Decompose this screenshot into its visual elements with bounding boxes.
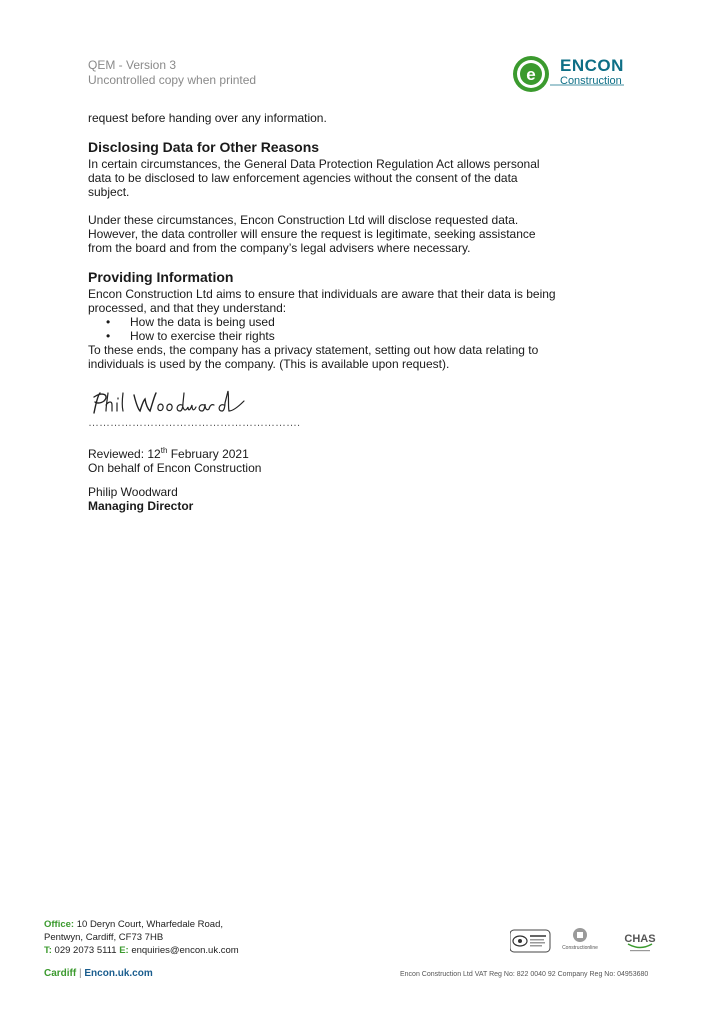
signature-line: ………………………………………………….: [88, 417, 301, 429]
signatory-block: [88, 485, 193, 513]
continuation-text: request before handing over any information.: [88, 111, 327, 125]
document-body: [88, 111, 558, 371]
brand-name: ENCON: [560, 56, 624, 75]
footer-city-web: Cardiff | Encon.uk.com: [44, 968, 153, 979]
chas-label: CHAS: [624, 933, 656, 945]
version-label: QEM - Version 3: [88, 58, 177, 72]
footer-address: [44, 918, 239, 957]
on-behalf-text: On behalf of Encon Construction: [88, 461, 262, 475]
constructionline-label: Constructionline: [562, 945, 598, 951]
brand-subtitle: Construction: [560, 75, 622, 87]
section1-paragraph-2: Under these circumstances, Encon Construction Ltd will disclose requested data. However, the data controller will ensure the request is legitimate, seeking assistance from the board and from the company’s legal advisers where necessary.: [88, 213, 536, 255]
office-line-1: Office: 10 Deryn Court, Wharfedale Road,: [44, 919, 223, 930]
section2-closing: To these ends, the company has a privacy statement, setting out how data relating to individuals is used by the company. (This is available upon request).: [88, 343, 539, 371]
review-date: Reviewed: 12th February 2021: [88, 446, 249, 461]
chas-icon: [624, 933, 655, 951]
section1-paragraph-1: In certain circumstances, the General Data Protection Regulation Act allows personal data to be disclosed to law enforcement agencies without the consent of the data subject.: [88, 157, 540, 199]
review-block: [88, 444, 261, 475]
company-legal-info: Encon Construction Ltd VAT Reg No: 822 0040 92 Company Reg No: 04953680: [400, 971, 649, 978]
list-item: • How to exercise their rights: [88, 329, 558, 343]
document-header: [88, 58, 256, 88]
footer-website: Encon.uk.com: [84, 968, 153, 979]
bsi-cert-icon: [510, 930, 550, 952]
signatory-title: Managing Director: [88, 499, 194, 513]
certification-logos: [510, 924, 670, 958]
section2-intro: Encon Construction Ltd aims to ensure that individuals are aware that their data is being processed, and that they understand:: [88, 287, 556, 315]
constructionline-icon: [562, 928, 598, 951]
signatory-name: Philip Woodward: [88, 485, 178, 499]
contact-line: T: 029 2073 5111 E: enquiries@encon.uk.com: [44, 945, 239, 956]
list-item: • How the data is being used: [88, 315, 558, 329]
brand-wordmark: [560, 56, 624, 87]
handwritten-signature: [88, 389, 248, 419]
understanding-list: [88, 315, 558, 343]
section-heading-providing: Providing Information: [88, 269, 234, 285]
svg-text:e: e: [526, 65, 536, 84]
uncontrolled-copy-label: Uncontrolled copy when printed: [88, 73, 257, 87]
footer-city: Cardiff: [44, 968, 77, 979]
section-heading-disclosing: Disclosing Data for Other Reasons: [88, 139, 320, 155]
office-line-2: Pentwyn, Cardiff, CF73 7HB: [44, 932, 164, 943]
